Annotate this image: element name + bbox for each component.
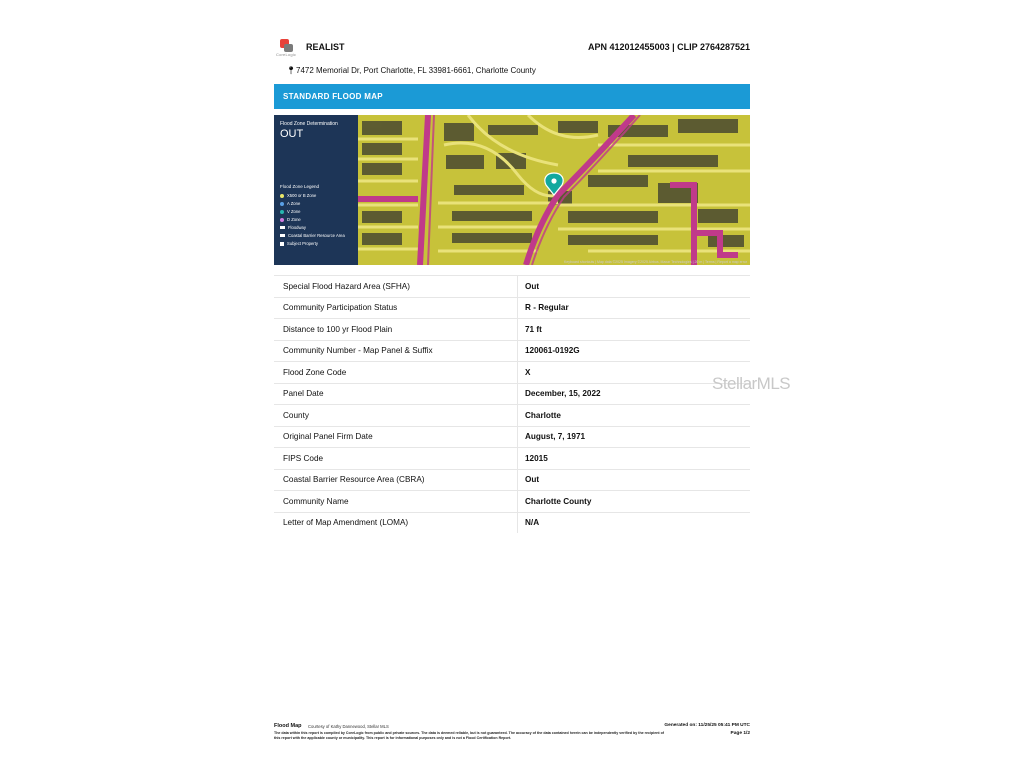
detail-value: R - Regular [518, 297, 751, 319]
flood-map-section [274, 115, 750, 265]
detail-value: X [518, 362, 751, 384]
detail-value: Charlotte [518, 405, 751, 427]
apn-clip: APN 412012455003 | CLIP 2764287521 [588, 42, 750, 52]
flood-details-table [274, 275, 750, 533]
legend-label: Subject Property [287, 241, 318, 246]
footer-title: Flood Map [274, 723, 302, 729]
teal-dot-icon [280, 210, 284, 214]
detail-value: Out [518, 469, 751, 491]
detail-value: 120061-0192G [518, 340, 751, 362]
table-row [274, 426, 750, 448]
legend-item-floodway [280, 225, 306, 230]
pink-dot-icon [280, 218, 284, 222]
detail-value: N/A [518, 512, 751, 533]
detail-label: FIPS Code [274, 448, 518, 470]
legend-item-d-zone [280, 217, 301, 222]
cbra-swatch-icon [280, 234, 285, 237]
footer-disclaimer: The data within this report is compiled by CoreLogic from public and private sources. The data is deemed reliable, but is not guaranteed. The accuracy of the data contained herein can be independently verified by the recipient of this report with the applicable county or municipality. This report is for informational purposes only and is not a Flood Certification Report. [274, 731, 665, 740]
house-icon [280, 242, 284, 246]
detail-label: Panel Date [274, 383, 518, 405]
table-row [274, 512, 750, 533]
table-row [274, 405, 750, 427]
legend-item-x500 [280, 193, 316, 198]
detail-label: Community Participation Status [274, 297, 518, 319]
page-number: Page 1/2 [730, 731, 750, 736]
stellarmls-watermark: StellarMLS [712, 374, 791, 393]
detail-value: December, 15, 2022 [518, 383, 751, 405]
detail-label: Original Panel Firm Date [274, 426, 518, 448]
detail-value: 12015 [518, 448, 751, 470]
legend-title: Flood Zone Legend [280, 184, 320, 189]
determination-value: OUT [280, 128, 304, 140]
detail-label: Community Name [274, 491, 518, 513]
flood-legend-panel [274, 115, 358, 265]
table-row [274, 362, 750, 384]
brand-name: REALIST [306, 42, 345, 52]
report-header [274, 36, 750, 62]
detail-value: Out [518, 276, 751, 298]
detail-value: Charlotte County [518, 491, 751, 513]
corelogic-logo [280, 39, 294, 53]
legend-item-subject-property [280, 241, 318, 246]
section-banner: STANDARD FLOOD MAP [274, 84, 750, 109]
satellite-flood-map[interactable] [358, 115, 750, 265]
detail-label: Coastal Barrier Resource Area (CBRA) [274, 469, 518, 491]
legend-label: X500 or B Zone [287, 193, 317, 198]
map-pin-icon: 📍︎ [286, 66, 297, 75]
detail-label: Community Number - Map Panel & Suffix [274, 340, 518, 362]
table-row [274, 448, 750, 470]
table-row [274, 319, 750, 341]
detail-value: August, 7, 1971 [518, 426, 751, 448]
detail-label: County [274, 405, 518, 427]
detail-label: Distance to 100 yr Flood Plain [274, 319, 518, 341]
yellow-dot-icon [280, 194, 284, 198]
map-attribution: Keyboard shortcuts | Map data ©2025 Imagery ©2025 Airbus, Maxar Technologies | 20 m | Terms | Report a map error [564, 260, 747, 264]
legend-item-cbra [280, 233, 345, 238]
table-row [274, 276, 750, 298]
determination-label: Flood Zone Determination [280, 121, 338, 127]
detail-label: Flood Zone Code [274, 362, 518, 384]
table-row [274, 491, 750, 513]
table-row [274, 383, 750, 405]
report-page [274, 36, 750, 533]
legend-label: V Zone [287, 209, 301, 214]
map-imagery [358, 115, 750, 265]
detail-value: 71 ft [518, 319, 751, 341]
detail-label: Special Flood Hazard Area (SFHA) [274, 276, 518, 298]
table-row [274, 469, 750, 491]
property-address [274, 65, 750, 79]
detail-label: Letter of Map Amendment (LOMA) [274, 512, 518, 533]
legend-label: A Zone [287, 201, 301, 206]
legend-label: Coastal Barrier Resource Area [288, 233, 345, 238]
legend-item-v-zone [280, 209, 301, 214]
table-row [274, 297, 750, 319]
legend-label: D Zone [287, 217, 301, 222]
table-row [274, 340, 750, 362]
blue-dot-icon [280, 202, 284, 206]
address-text: 7472 Memorial Dr, Port Charlotte, FL 33981-6661, Charlotte County [296, 66, 536, 75]
footer-courtesy: Courtesy of Kathy Dannewood, Stellar MLS [308, 724, 389, 729]
floodway-swatch-icon [280, 226, 285, 229]
logo-text: CoreLogic [276, 52, 297, 57]
legend-label: Floodway [288, 225, 306, 230]
legend-item-a-zone [280, 201, 300, 206]
generated-timestamp: Generated on: 11/25/25 05:41 PM UTC [664, 723, 750, 728]
